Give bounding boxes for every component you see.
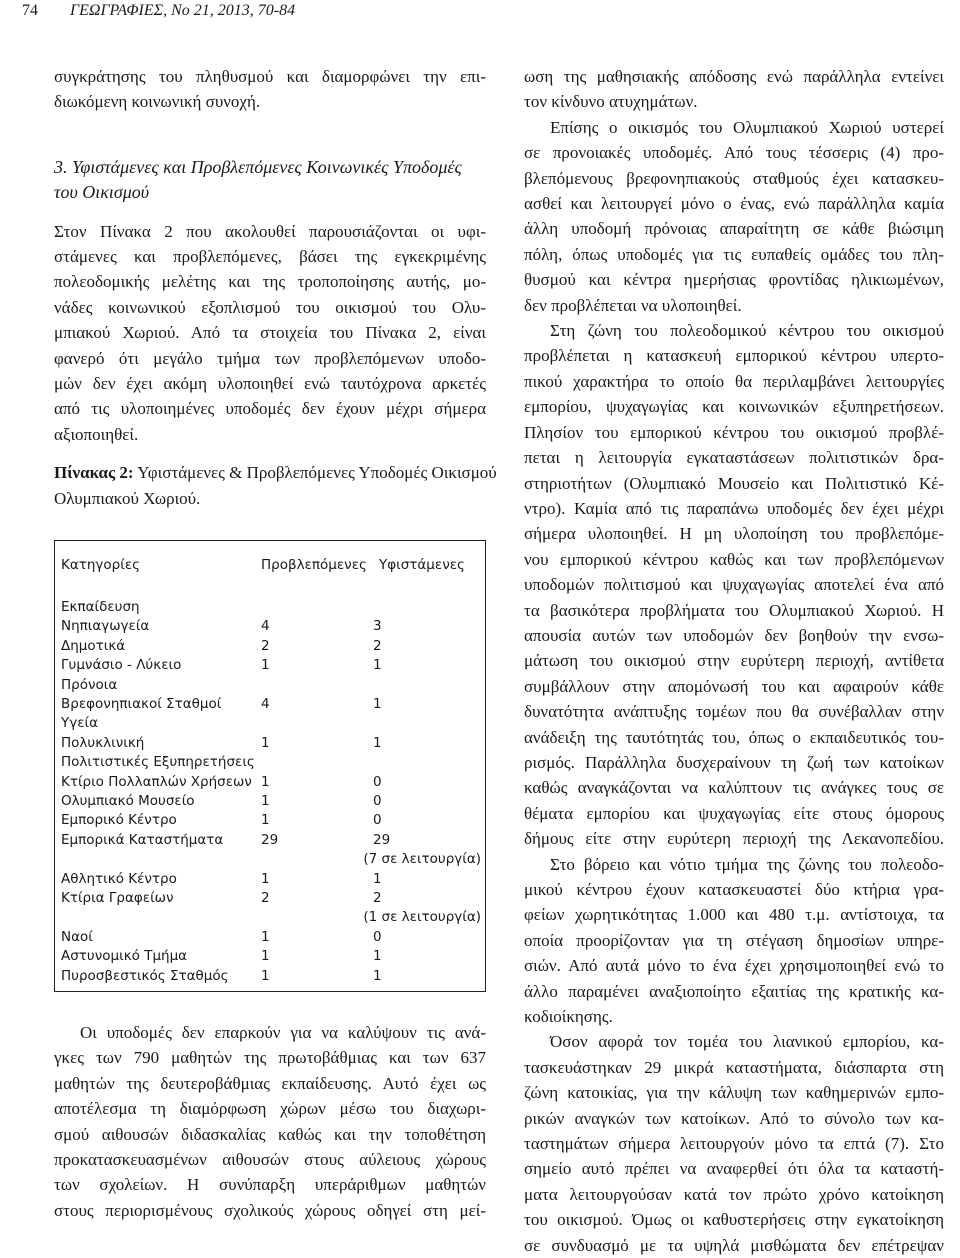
journal-title: ΓΕΩΓΡΑΦΙΕΣ, Νο 21, 2013, 70-84: [70, 2, 296, 19]
body-line: σμού αιθουσών διδασκαλίας καθώς και την τοποθέτηση: [54, 1124, 486, 1144]
table-row: [61, 792, 481, 811]
category-cell: Νηπιαγωγεία: [61, 618, 150, 635]
category-cell: Εμπορικό Κέντρο: [61, 812, 177, 829]
planned-cell: 2: [261, 637, 270, 654]
body-line: μικού κέντρου έχουν κατασκευαστεί δύο κτήρια γρα-: [524, 880, 944, 899]
existing-cell: 1: [373, 734, 382, 751]
table-header-row: [61, 556, 481, 575]
category-cell: Εμπορικά Καταστήματα: [61, 831, 224, 848]
body-line: Στη ζώνη του πολεοδομικού κέντρου του οικισμού: [550, 321, 944, 341]
body-line: ασθεί και λειτουργεί μόνο ο ένας, ενώ παράλληλα καμία: [524, 194, 944, 214]
body-line: συμβάλλουν στην απομόνωσή του και αφαιρούν κάθε: [524, 676, 944, 696]
existing-cell: 2: [373, 637, 382, 654]
body-line: μάτωση του οικισμού στην ευρύτερη περιοχή, αντίθετα: [524, 651, 944, 671]
category-cell: Αστυνομικό Τμήμα: [61, 948, 188, 965]
body-line: στους περιορισμένους σχολικούς χώρους οδηγεί στη μεί-: [54, 1200, 486, 1220]
body-line: Πλησίον του εμπορικού κέντρου του οικισμού προβλέ-: [524, 422, 944, 442]
body-line: καθώς αναγκάζονται να καλύπτουν τις ανάγκες τους σε: [524, 778, 944, 798]
body-line: φανερό ότι μεγάλο τμήμα των προβλεπόμενων υποδο-: [54, 348, 486, 368]
body-line: πεται η λειτουργία εγκαταστάσεων πολιτιστικών δρα-: [524, 448, 944, 468]
existing-cell: 0: [373, 793, 382, 809]
body-line: δυνατότητα ανάπτυξης τομέων που θα συνέβαλλαν στην: [524, 702, 944, 722]
body-line: θυσμού και κέντρα ημερήσιας φροντίδας ηλικιωμένων,: [524, 270, 944, 290]
planned-cell: 1: [261, 812, 270, 829]
existing-cell: 1: [373, 948, 382, 965]
category-cell: Υγεία: [61, 715, 98, 732]
table-row: [61, 889, 481, 908]
existing-cell: 0: [373, 773, 382, 790]
body-line: πικού χαρακτήρα το οποίο θα περιλαμβάνει λειτουργίες: [524, 371, 944, 391]
planned-cell: 1: [261, 948, 270, 965]
planned-cell: 1: [261, 928, 270, 945]
table-row: [61, 947, 481, 966]
caption-text: Ολυμπιακού Χωριού.: [54, 488, 201, 508]
body-line: Οι υποδομές δεν επαρκούν για να καλύψουν τις ανά-: [80, 1023, 486, 1042]
operating-note: (1 σε λειτουργία): [363, 909, 481, 926]
running-head: [22, 2, 295, 20]
left-column: [54, 64, 497, 511]
table-row: [61, 773, 481, 792]
body-line: ωση της μαθησιακής απόδοσης ενώ παράλληλα εντείνει: [524, 67, 944, 86]
body-line: στηριοτήτων (Ολυμπιακό Μουσείο και Πολιτιστικό Κέ-: [524, 473, 944, 493]
body-line: μαθητών της δευτεροβάθμιας εκπαίδευσης. Αυτό έχει ως: [54, 1073, 486, 1093]
planned-cell: 1: [261, 870, 270, 887]
header-cell: Προβλεπόμενες: [261, 557, 367, 573]
body-line: πόλη, όπως υποδομές για τις ευπαθείς ομάδες του πλη-: [524, 244, 944, 264]
table-row: [61, 617, 481, 636]
body-line: νου εμπορικού κέντρου καθώς και των προβλεπόμενων: [524, 549, 944, 569]
intro-line: διωκόμενη κοινωνική συνοχή.: [54, 92, 261, 112]
table-row: [61, 928, 481, 947]
table-row: [61, 637, 481, 656]
category-cell: Βρεφονηπιακοί Σταθμοί: [61, 696, 222, 712]
body-line: γκες των 790 μαθητών της πρωτοβάθμιας και των 637: [54, 1048, 486, 1068]
category-cell: Γυμνάσιο - Λύκειο: [61, 657, 182, 674]
caption-text: Υφιστάμενες & Προβλεπόμενες Υποδομές Οικισμού: [137, 463, 497, 483]
body-line: Στο βόρειο και νότιο τμήμα της ζώνης του πολεοδο-: [550, 854, 944, 874]
category-cell: Πυροσβεστικός Σταθμός: [61, 967, 229, 984]
body-line: εμπορίου, ψυχαγωγίας και κοινωνικών εξυπηρετήσεων.: [524, 397, 944, 417]
body-line: ντρο). Καμία από τις παραπάνω υποδομές δεν έχει μέχρι: [524, 498, 944, 518]
body-line: ταστημάτων σήμερα λειτουργούν μόνο τα επτά (7). Στο: [524, 1134, 944, 1154]
body-line: σημείο αυτό πρέπει να αναφερθεί ότι όλα τα καταστή-: [524, 1159, 944, 1179]
body-line: ανάδειξη της ταυτότητάς του, όπως ο εκπαιδευτικός του-: [524, 727, 944, 747]
body-line: μπιακού Χωριού. Από τα στοιχεία του Πίνακα 2, είναι: [54, 323, 486, 343]
caption-label: Πίνακας 2:: [54, 463, 134, 483]
table-row: [61, 695, 481, 714]
category-cell: Κτίριο Πολλαπλών Χρήσεων: [61, 773, 252, 790]
body-line: απουσία αυτών των υποδομών δεν βοηθούν την ενσω-: [524, 625, 944, 645]
table-note-row: [61, 850, 481, 869]
intro-line: συγκράτησης του πληθυσμού και διαμορφώνει την επι-: [54, 67, 486, 86]
body-line: ζώνη κατοικίας, για την κάλυψη των καθημερινών εμπο-: [524, 1083, 944, 1103]
body-line: αποτέλεσμα τη διαμόρφωση χώρων μέσω του διαχωρι-: [54, 1099, 486, 1119]
body-line: οποία προορίζονταν για τη στέγαση δημοσίων υπηρε-: [524, 930, 944, 950]
body-line: δήμους είτε στην ευρύτερη περιοχή της Λεκανοπεδίου.: [524, 829, 944, 849]
category-cell: Δημοτικά: [61, 637, 126, 654]
body-line: σε προνοιακές υποδομές. Από τους τέσσερις (4) προ-: [524, 143, 944, 163]
table-row: [61, 831, 481, 850]
body-line: Όσον αφορά τον τομέα του λιανικού εμπορίου, κα-: [550, 1032, 944, 1052]
table-row: [61, 714, 481, 733]
section-title: 3. Υφιστάμενες και Προβλεπόμενες Κοινωνικές Υποδομές: [54, 156, 462, 177]
body-line: ματα λειτουργούσαν κατά τον πρώτο χρόνο κατοίκηση: [524, 1184, 944, 1204]
planned-cell: 1: [261, 773, 270, 790]
existing-cell: 1: [373, 657, 382, 674]
body-line: προβλέπεται η κατασκευή εμπορικού κέντρου υπερτο-: [524, 346, 944, 366]
body-line: τασκευάστηκαν 29 μικρά καταστήματα, διάσπαρτα στη: [524, 1057, 944, 1077]
existing-cell: 1: [373, 870, 382, 887]
right-column: [524, 64, 944, 1258]
body-line: πολεοδομικής μελέτης και της τροποποίησης αυτής, μο-: [54, 272, 486, 292]
planned-cell: 1: [261, 967, 270, 984]
body-line: ρικών αναγκών των κατοίκων. Από το σύνολο των κα-: [524, 1108, 944, 1128]
body-line: στάμενες και προβλεπόμενες, βάσει της εγκεκριμένης: [54, 247, 486, 267]
infrastructure-table: [54, 540, 486, 992]
body-line: άλλο παραμένει αναξιοποίητο εξαιτίας της κρατικής κα-: [524, 981, 944, 1001]
body-line: βλεπόμενους βρεφονηπιακούς σταθμούς έχει κατασκευ-: [524, 168, 944, 188]
body-line: τα βασικότερα προβλήματα του Ολυμπιακού Χωριού. Η: [524, 600, 944, 620]
header-cell: Κατηγορίες: [61, 557, 141, 573]
body-line: των σχολείων. Η συνύπαρξη υπεράριθμων μαθητών: [54, 1175, 486, 1195]
table-row: [61, 656, 481, 675]
page-number: 74: [22, 2, 38, 19]
table-row: [61, 598, 481, 617]
body-line: θέματα εμπορίου και ψυχαγωγίας είτε στους όμορους: [524, 803, 944, 823]
body-line: άλλη υποδομή πρόνοιας απαραίτητη σε κάθε βιώσιμη: [524, 219, 944, 239]
planned-cell: 4: [261, 618, 270, 635]
category-cell: Πολυκλινική: [61, 734, 145, 751]
body-line: από τις υλοποιημένες υποδομές δεν έχουν μέχρι σήμερα: [54, 399, 486, 419]
planned-cell: 1: [261, 734, 270, 751]
body-line: σήμερα υλοποιηθεί. Η μη υλοποίηση του προβλεπόμε-: [524, 524, 944, 544]
table-row: [61, 753, 481, 772]
table-caption: [54, 460, 497, 485]
body-line: σιών. Από αυτά μόνο το ένα έχει χρησιμοποιηθεί ενώ το: [524, 956, 944, 976]
existing-cell: 1: [373, 696, 382, 712]
category-cell: Αθλητικό Κέντρο: [61, 870, 177, 887]
operating-note: (7 σε λειτουργία): [363, 851, 481, 868]
body-line: Επίσης ο οικισμός του Ολυμπιακού Χωριού υστερεί: [550, 117, 944, 137]
body-line: Στον Πίνακα 2 που ακολουθεί παρουσιάζονται οι υφι-: [54, 221, 486, 241]
existing-cell: 1: [373, 967, 382, 984]
body-line: τον κίνδυνο ατυχημάτων.: [524, 92, 698, 112]
table-row: [61, 811, 481, 830]
body-line: φείων χωρητικότητας 1.000 και 480 τ.μ. αντίστοιχα, τα: [524, 905, 944, 925]
category-cell: Πολιτιστικές Εξυπηρετήσεις: [61, 754, 255, 771]
header-cell: Υφιστάμενες: [379, 557, 465, 573]
body-line: υποδομών πολιτισμού και ψυχαγωγίας αποτελεί ένα από: [524, 575, 944, 595]
table-note-row: [61, 908, 481, 927]
section-title: του Οικισμού: [54, 182, 150, 203]
existing-cell: 3: [373, 618, 382, 635]
existing-cell: 0: [373, 928, 382, 945]
existing-cell: 0: [373, 812, 382, 829]
body-line: σε συνδυασμό με τα υψηλά μισθώματα δεν επέτρεψαν: [524, 1235, 944, 1255]
category-cell: Πρόνοια: [61, 676, 118, 693]
existing-cell: 2: [373, 890, 382, 906]
body-line: προκατασκευασμένων αιθουσών στους αύλειους χώρους: [54, 1150, 486, 1170]
body-line: μών δεν έχει ακόμη υλοποιηθεί ενώ ταυτόχρονα αρκετές: [54, 374, 486, 394]
existing-cell: 29: [373, 831, 391, 848]
planned-cell: 4: [261, 696, 270, 712]
body-line: δεν προβλέπεται να υλοποιηθεί.: [524, 295, 742, 315]
body-line: νάδες κοινωνικού εξοπλισμού του οικισμού του Ολυ-: [54, 297, 486, 317]
category-cell: Εκπαίδευση: [61, 599, 140, 615]
table-row: [61, 870, 481, 889]
table-row: [61, 734, 481, 753]
table-row: [61, 967, 481, 986]
category-cell: Ναοί: [61, 928, 93, 945]
planned-cell: 1: [261, 793, 270, 809]
planned-cell: 2: [261, 890, 270, 906]
body-line: αξιοποιηθεί.: [54, 424, 139, 444]
body-line: κοδιοίκησης.: [524, 1007, 613, 1027]
body-line: ρισμός. Παράλληλα δυσχεραίνουν τη ζωή των κατοίκων: [524, 752, 944, 772]
category-cell: Ολυμπιακό Μουσείο: [61, 793, 195, 809]
body-line: του οικισμού. Όμως οι καθυστερήσεις στην εγκατοίκηση: [524, 1210, 944, 1230]
category-cell: Κτίρια Γραφείων: [61, 890, 174, 906]
table-row: [61, 676, 481, 695]
left-column-lower: [54, 1020, 486, 1223]
planned-cell: 1: [261, 657, 270, 674]
planned-cell: 29: [261, 831, 279, 848]
